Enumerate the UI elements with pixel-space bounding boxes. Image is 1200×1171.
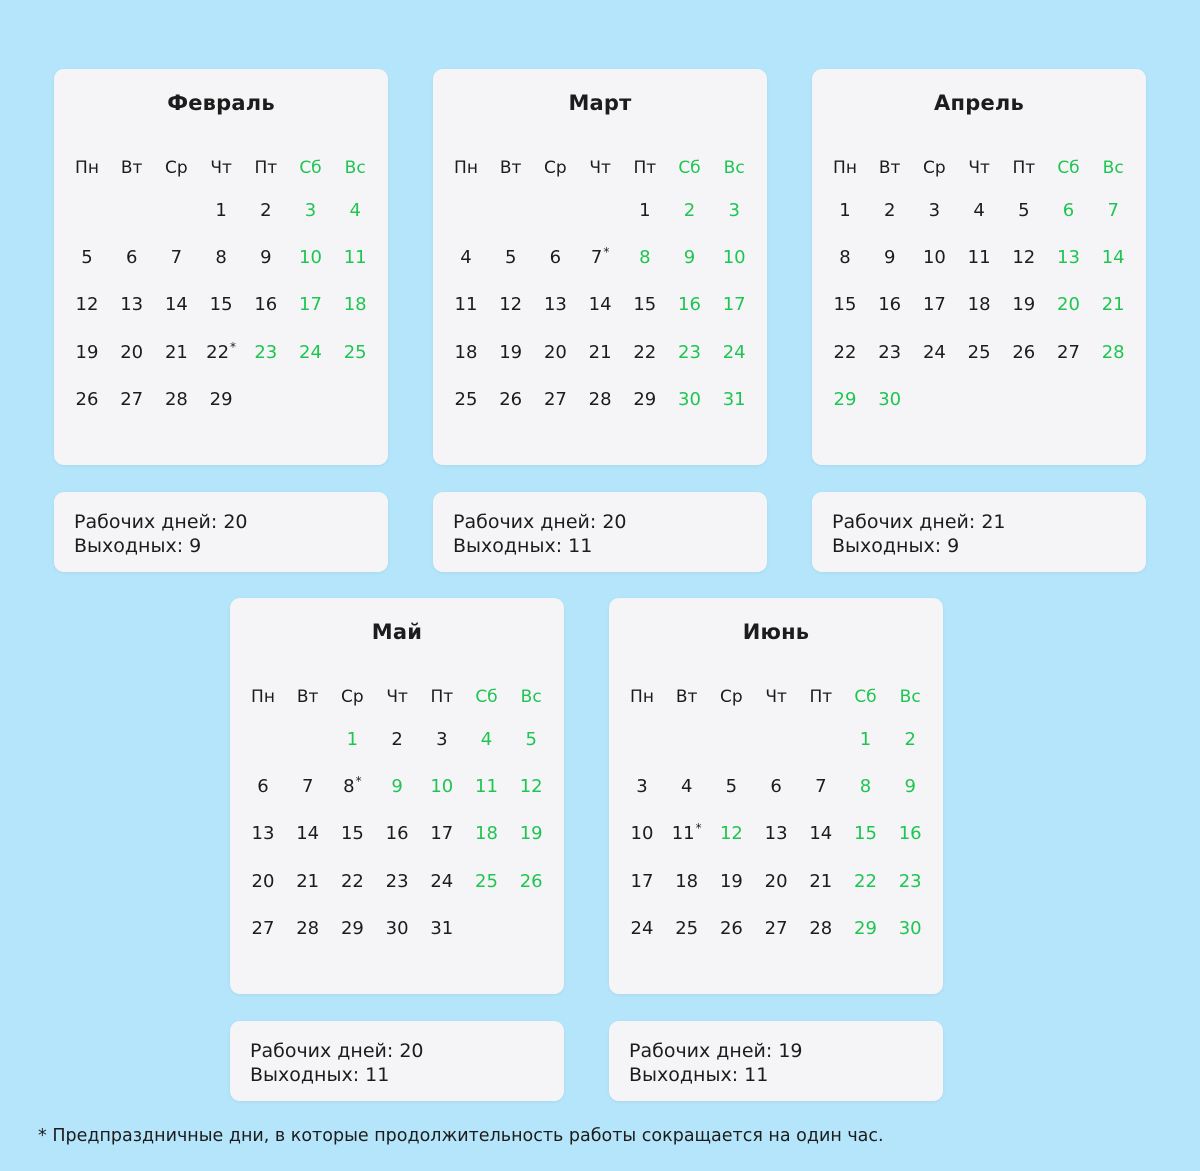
weekday-header: Пн (251, 687, 275, 707)
day-cell: 3 (928, 200, 941, 221)
day-cell: 24 (630, 917, 654, 939)
weekday-header: Вт (296, 687, 319, 707)
day-cell: 27 (1057, 341, 1080, 363)
weekday-header: Чт (210, 158, 232, 178)
weekday-header: Ср (923, 158, 946, 178)
weekday-header: Пн (833, 158, 857, 178)
day-cell: 8* (343, 774, 362, 798)
day-cell: 6 (1062, 200, 1075, 221)
day-cell: 30 (878, 388, 902, 410)
day-cell: 31 (722, 388, 746, 410)
day-cell: 5 (504, 247, 517, 269)
day-cell: 7 (815, 776, 827, 798)
day-cell: 19 (1012, 294, 1036, 316)
day-cell: 11 (967, 247, 991, 269)
weekday-header: Сб (678, 158, 701, 178)
month-summary (433, 492, 767, 572)
weekday-header: Вт (675, 687, 698, 707)
month-summary (230, 1021, 564, 1101)
short-day-marker: * (355, 774, 362, 789)
day-cell: 7 (1107, 200, 1119, 221)
day-cell: 31 (430, 917, 454, 939)
day-cell: 10 (430, 776, 454, 798)
day-cell: 18 (967, 294, 991, 316)
day-cell: 21 (588, 341, 612, 363)
weekday-header: Ср (720, 687, 743, 707)
day-cell: 25 (475, 870, 498, 892)
day-cell: 11 (475, 776, 498, 798)
day-cell: 30 (385, 917, 409, 939)
day-cell: 1 (215, 200, 227, 221)
day-cell: 9 (904, 776, 916, 798)
day-cell: 13 (1057, 247, 1080, 269)
weekday-header: Чт (765, 687, 787, 707)
month-summary (54, 492, 388, 572)
weekday-header: Пт (633, 158, 657, 178)
day-cell: 22 (854, 870, 877, 892)
day-cell: 29 (209, 388, 233, 410)
day-cell: 14 (1101, 247, 1125, 269)
day-cell: 10 (722, 247, 746, 269)
day-cell: 18 (343, 294, 367, 316)
day-cell: 8 (839, 247, 851, 269)
weekday-header: Пн (630, 687, 654, 707)
day-cell: 22 (340, 870, 364, 892)
working-days-count: Рабочих дней: 21 (832, 511, 1006, 533)
day-cell: 3 (304, 200, 317, 221)
weekday-header: Ср (544, 158, 567, 178)
day-cell: 10 (922, 247, 946, 269)
day-cell: 7 (301, 776, 314, 798)
day-cell: 27 (543, 388, 567, 410)
day-cell: 6 (549, 247, 562, 269)
weekday-header: Вс (899, 687, 921, 707)
day-cell: 25 (343, 341, 367, 363)
weekday-header: Вт (120, 158, 143, 178)
day-cell: 16 (678, 294, 701, 316)
working-days-count: Рабочих дней: 20 (250, 1040, 424, 1062)
day-cell: 18 (454, 341, 478, 363)
day-cell: 27 (251, 917, 275, 939)
day-cell: 26 (519, 870, 543, 892)
day-cell: 5 (725, 776, 738, 798)
day-cell: 20 (120, 341, 144, 363)
working-days-count: Рабочих дней: 20 (74, 511, 248, 533)
day-cell: 29 (854, 917, 877, 939)
day-cell: 27 (120, 388, 144, 410)
day-cell: 9 (683, 247, 696, 269)
day-cell: 26 (499, 388, 523, 410)
days-off-count: Выходных: 9 (74, 535, 202, 557)
weekday-header: Вс (344, 158, 366, 178)
day-cell: 27 (764, 917, 788, 939)
day-cell: 26 (1012, 341, 1036, 363)
day-cell: 21 (809, 870, 833, 892)
weekday-header: Вс (1102, 158, 1124, 178)
weekday-header: Ср (165, 158, 188, 178)
day-cell: 7 (170, 247, 183, 269)
days-off-count: Выходных: 11 (629, 1064, 769, 1086)
weekday-header: Сб (854, 687, 877, 707)
days-off-count: Выходных: 11 (453, 535, 593, 557)
day-cell: 24 (722, 341, 746, 363)
day-cell: 23 (678, 341, 701, 363)
day-cell: 13 (764, 823, 788, 845)
day-cell: 25 (967, 341, 991, 363)
day-cell: 23 (385, 870, 409, 892)
day-cell: 9 (883, 247, 896, 269)
day-cell: 6 (770, 776, 782, 798)
month-card (812, 69, 1146, 465)
day-cell: 16 (385, 823, 409, 845)
weekday-header: Вт (499, 158, 522, 178)
day-cell: 3 (728, 200, 740, 221)
weekday-header: Ср (341, 687, 364, 707)
weekday-header: Пт (430, 687, 454, 707)
day-cell: 20 (251, 870, 275, 892)
days-off-count: Выходных: 11 (250, 1064, 390, 1086)
weekday-header: Сб (1057, 158, 1080, 178)
month-summary (812, 492, 1146, 572)
day-cell: 2 (260, 200, 272, 221)
day-cell: 3 (636, 776, 648, 798)
weekday-header: Вс (520, 687, 542, 707)
day-cell: 4 (480, 729, 493, 750)
day-cell: 17 (630, 870, 654, 892)
day-cell: 11 (343, 247, 367, 269)
days-off-count: Выходных: 9 (832, 535, 960, 557)
day-cell: 8 (859, 776, 872, 798)
day-cell: 28 (588, 388, 612, 410)
day-cell: 15 (854, 823, 877, 845)
day-cell: 24 (299, 341, 322, 363)
day-cell: 15 (340, 823, 364, 845)
day-cell: 23 (898, 870, 922, 892)
day-cell: 1 (839, 200, 851, 221)
day-cell: 12 (499, 294, 523, 316)
weekday-header: Пн (454, 158, 478, 178)
weekday-header: Сб (299, 158, 322, 178)
day-cell: 25 (454, 388, 478, 410)
day-cell: 17 (430, 823, 454, 845)
weekday-header: Вт (878, 158, 901, 178)
day-cell: 23 (878, 341, 902, 363)
day-cell: 9 (391, 776, 403, 798)
day-cell: 3 (436, 729, 448, 750)
day-cell: 25 (675, 917, 699, 939)
day-cell: 2 (904, 729, 916, 750)
weekday-header: Пт (254, 158, 278, 178)
day-cell: 1 (346, 729, 359, 750)
day-cell: 30 (898, 917, 922, 939)
working-days-count: Рабочих дней: 19 (629, 1040, 803, 1062)
day-cell: 28 (809, 917, 833, 939)
day-cell: 4 (973, 200, 985, 221)
month-card (433, 69, 767, 465)
day-cell: 19 (719, 870, 743, 892)
day-cell: 24 (430, 870, 454, 892)
day-cell: 22* (206, 339, 237, 363)
day-cell: 21 (164, 341, 188, 363)
day-cell: 15 (633, 294, 657, 316)
day-cell: 5 (525, 729, 537, 750)
short-day-marker: * (230, 339, 237, 354)
day-cell: 9 (260, 247, 272, 269)
day-cell: 11 (454, 294, 478, 316)
day-cell: 8 (215, 247, 227, 269)
footnote: * Предпраздничные дни, в которые продолжительность работы сокращается на один час. (38, 1126, 884, 1146)
day-cell: 28 (1101, 341, 1125, 363)
day-cell: 17 (922, 294, 946, 316)
day-cell: 23 (254, 341, 278, 363)
day-cell: 4 (460, 247, 472, 269)
day-cell: 16 (254, 294, 278, 316)
day-cell: 12 (519, 776, 543, 798)
day-cell: 14 (296, 823, 320, 845)
day-cell: 12 (75, 294, 99, 316)
weekday-header: Пт (809, 687, 833, 707)
day-cell: 24 (922, 341, 946, 363)
day-cell: 6 (257, 776, 269, 798)
day-cell: 2 (391, 729, 403, 750)
day-cell: 17 (722, 294, 746, 316)
day-cell: 20 (543, 341, 567, 363)
day-cell: 15 (209, 294, 233, 316)
day-cell: 15 (833, 294, 857, 316)
day-cell: 20 (764, 870, 788, 892)
weekday-header: Пн (75, 158, 99, 178)
day-cell: 7* (590, 245, 610, 269)
day-cell: 29 (633, 388, 657, 410)
month-title: Февраль (167, 91, 275, 115)
short-day-marker: * (603, 245, 610, 260)
weekday-header: Чт (968, 158, 990, 178)
short-day-marker: * (695, 821, 702, 836)
month-title: Апрель (934, 91, 1024, 115)
day-cell: 20 (1057, 294, 1080, 316)
day-cell: 13 (251, 823, 275, 845)
day-cell: 5 (1018, 200, 1030, 221)
day-cell: 22 (633, 341, 657, 363)
day-cell: 12 (719, 823, 743, 845)
day-cell: 19 (499, 341, 523, 363)
month-card (54, 69, 388, 465)
day-cell: 2 (883, 200, 896, 221)
day-cell: 6 (125, 247, 138, 269)
weekday-header: Чт (589, 158, 611, 178)
working-days-count: Рабочих дней: 20 (453, 511, 627, 533)
day-cell: 21 (296, 870, 320, 892)
day-cell: 1 (639, 200, 651, 221)
day-cell: 8 (639, 247, 651, 269)
day-cell: 12 (1012, 247, 1036, 269)
weekday-header: Пт (1012, 158, 1036, 178)
month-title: Июнь (742, 620, 810, 644)
day-cell: 19 (75, 341, 99, 363)
day-cell: 11* (671, 821, 702, 845)
weekday-header: Сб (475, 687, 498, 707)
month-card (609, 598, 943, 994)
day-cell: 21 (1101, 294, 1125, 316)
month-card (230, 598, 564, 994)
day-cell: 26 (75, 388, 99, 410)
day-cell: 10 (630, 823, 654, 845)
day-cell: 28 (164, 388, 188, 410)
day-cell: 19 (519, 823, 543, 845)
month-summary (609, 1021, 943, 1101)
day-cell: 14 (809, 823, 833, 845)
day-cell: 13 (543, 294, 567, 316)
day-cell: 30 (678, 388, 701, 410)
day-cell: 26 (719, 917, 743, 939)
day-cell: 14 (164, 294, 188, 316)
day-cell: 18 (675, 870, 699, 892)
day-cell: 14 (588, 294, 612, 316)
month-title: Май (371, 620, 423, 644)
day-cell: 1 (859, 729, 872, 750)
day-cell: 2 (683, 200, 696, 221)
day-cell: 22 (833, 341, 857, 363)
day-cell: 28 (296, 917, 320, 939)
day-cell: 18 (475, 823, 498, 845)
weekday-header: Вс (723, 158, 745, 178)
day-cell: 29 (833, 388, 857, 410)
day-cell: 4 (680, 776, 693, 798)
day-cell: 16 (878, 294, 902, 316)
day-cell: 13 (120, 294, 144, 316)
day-cell: 5 (81, 247, 93, 269)
day-cell: 29 (340, 917, 364, 939)
day-cell: 16 (898, 823, 922, 845)
day-cell: 10 (299, 247, 322, 269)
weekday-header: Чт (386, 687, 408, 707)
day-cell: 4 (349, 200, 361, 221)
month-title: Март (568, 91, 632, 115)
day-cell: 17 (299, 294, 322, 316)
